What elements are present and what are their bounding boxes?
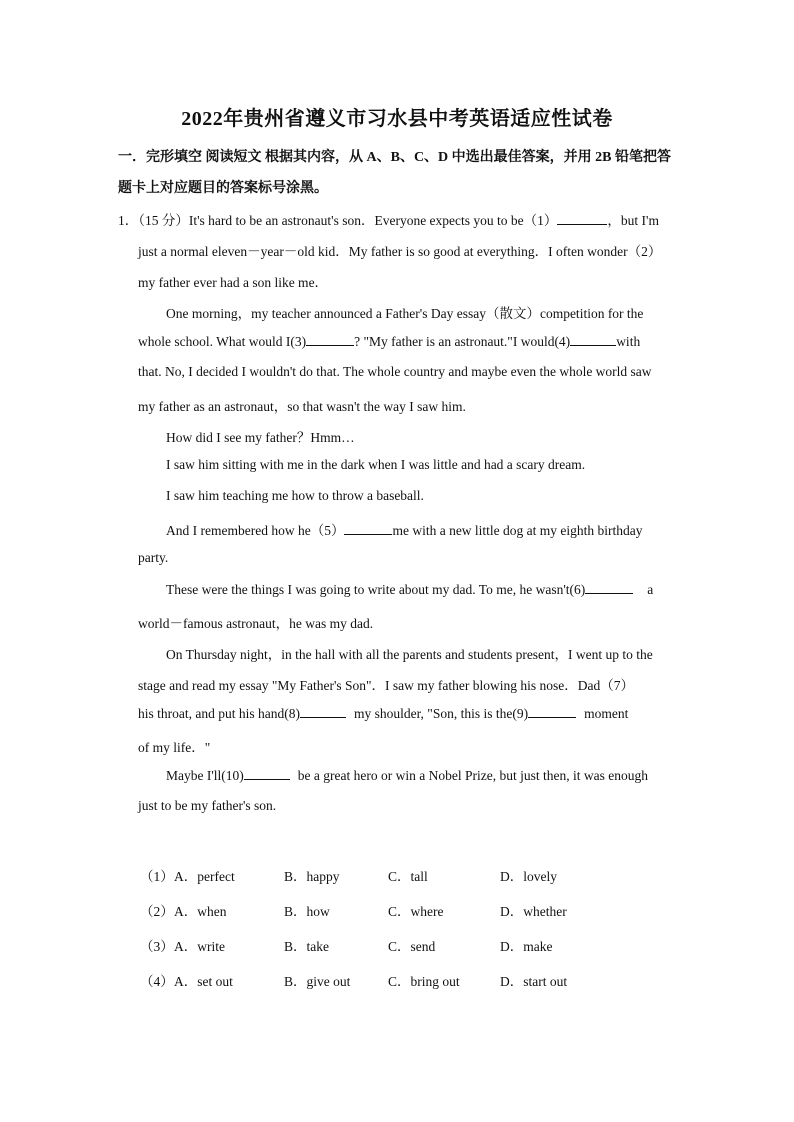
page-title: 2022年贵州省遵义市习水县中考英语适应性试卷 [181, 108, 613, 130]
option-row-2: （2） A．when B．how C．where D．whether [140, 900, 660, 920]
option-c: C．where [388, 904, 444, 919]
passage-line-14: world－famous astronaut，he was my dad. [138, 616, 374, 631]
passage-line-5: whole school. What would I(3) ? "My father is an astronaut."I would(4) with [138, 334, 641, 349]
passage-line-6: that. No, I decided I wouldn't do that. The whole country and maybe even the whole world saw [138, 364, 652, 379]
passage-line-4: One morning，my teacher announced a Father's Day essay（散文）competition for the [166, 306, 644, 321]
passage-line-17: his throat, and put his hand(8) my shoulder, "Son, this is the(9) moment [138, 706, 629, 721]
passage-line-12: party. [138, 550, 169, 565]
passage-line-7: my father as an astronaut，so that wasn't the way I saw him. [138, 399, 466, 414]
passage-line-2: just a normal eleven－year－old kid．My father is so good at everything．I often wonder（2） [138, 244, 662, 259]
option-b: B．take [284, 939, 329, 954]
option-d: D．whether [500, 904, 567, 919]
blank-6 [585, 581, 633, 594]
passage-line-8: How did I see my father？Hmm… [166, 430, 355, 445]
option-b: B．give out [284, 974, 351, 989]
passage-line-19: Maybe I'll(10) be a great hero or win a Nobel Prize, but just then, it was enough [166, 768, 648, 783]
passage-line-9: I saw him sitting with me in the dark when I was little and had a scary dream. [166, 457, 586, 472]
blank-9 [528, 705, 576, 718]
option-c: C．send [388, 939, 436, 954]
passage-line-16: stage and read my essay "My Father's Son"．I saw my father blowing his nose．Dad（7） [138, 678, 634, 693]
passage-line-3: my father ever had a son like me． [138, 275, 329, 290]
option-row-4: （4） A．set out B．give out C．bring out D．start out [140, 970, 660, 990]
passage-line-10: I saw him teaching me how to throw a baseball. [166, 488, 424, 503]
option-a: A．when [174, 904, 227, 919]
option-d: D．lovely [500, 869, 557, 884]
option-b: B．how [284, 904, 330, 919]
section-heading: 一．完形填空 阅读短文 根据其内容，从 A、B、C、D 中选出最佳答案，并用 2B 铅笔把答题卡上对应题目的答案标号涂黑。 [118, 150, 672, 196]
option-b: B．happy [284, 869, 340, 884]
blank-10 [244, 767, 290, 780]
option-a: A．set out [174, 974, 233, 989]
option-c: C．tall [388, 869, 428, 884]
blank-3 [306, 333, 354, 346]
passage-line-11: And I remembered how he（5） me with a new little dog at my eighth birthday [166, 523, 643, 538]
passage-line-13: These were the things I was going to write about my dad. To me, he wasn't(6) a [166, 582, 654, 597]
option-d: D．start out [500, 974, 568, 989]
option-row-3: （3） A．write B．take C．send D．make [140, 935, 660, 955]
option-row-1: （1） A．perfect B．happy C．tall D．lovely [140, 865, 660, 885]
blank-8 [300, 705, 346, 718]
passage-line-15: On Thursday night，in the hall with all the parents and students present，I went up to the [166, 647, 653, 662]
option-c: C．bring out [388, 974, 460, 989]
passage-line-20: just to be my father's son. [138, 798, 277, 813]
option-a: A．write [174, 939, 225, 954]
passage-line-1: 1．（15 分）It's hard to be an astronaut's son．Everyone expects you to be（1） ，but I'm [118, 213, 659, 228]
blank-1 [557, 212, 607, 225]
passage-line-18: of my life．" [138, 740, 211, 755]
option-d: D．make [500, 939, 553, 954]
blank-4 [570, 333, 616, 346]
option-a: A．perfect [174, 869, 235, 884]
blank-5 [344, 522, 392, 535]
